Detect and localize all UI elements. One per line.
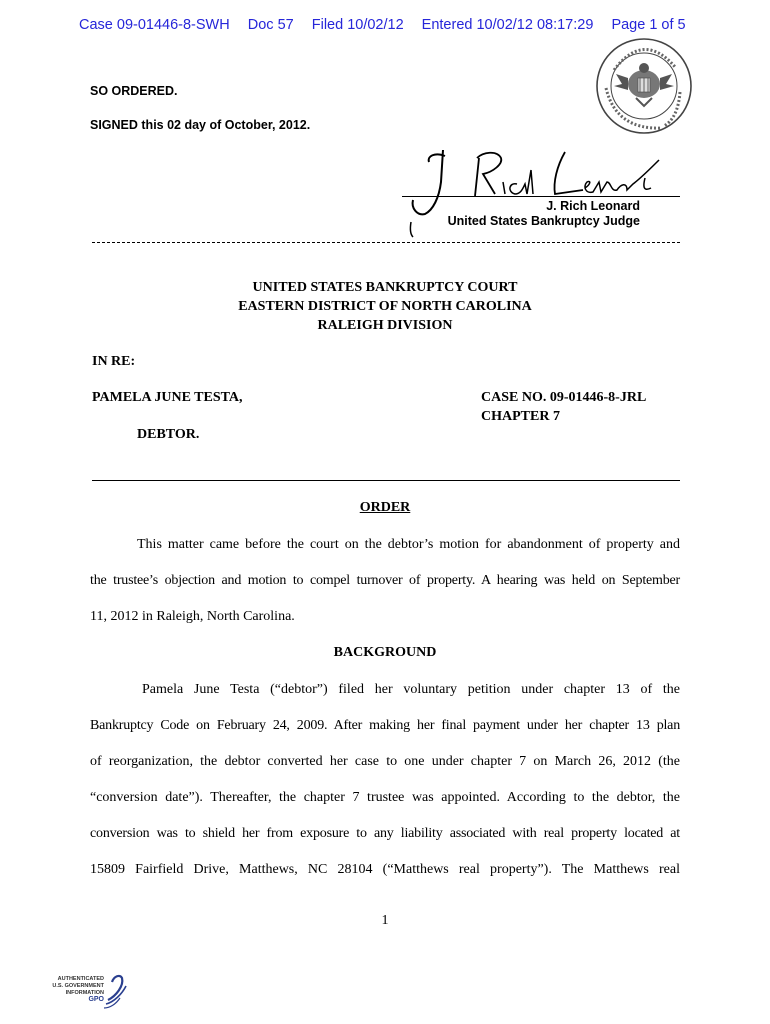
court-name: UNITED STATES BANKRUPTCY COURT xyxy=(252,280,518,295)
caption-divider xyxy=(92,480,680,481)
body-line: 11, 2012 in Raleigh, North Carolina. xyxy=(90,609,295,624)
court-division: RALEIGH DIVISION xyxy=(317,318,453,333)
gpo-line-4: GPO xyxy=(88,996,104,1003)
background-heading: BACKGROUND xyxy=(333,645,437,660)
in-re-label: IN RE: xyxy=(92,354,136,369)
body-line: the trustee’s objection and motion to compel turnover of property. A hearing was held on September xyxy=(90,573,680,588)
judge-name: J. Rich Leonard xyxy=(546,199,640,213)
party-name: PAMELA JUNE TESTA, xyxy=(92,390,243,405)
so-ordered-label: SO ORDERED. xyxy=(90,84,178,98)
debtor-label: DEBTOR. xyxy=(137,427,200,442)
court-seal-icon xyxy=(592,18,694,142)
filed-date-stamp: Filed 10/02/12 xyxy=(311,17,404,33)
body-line: of reorganization, the debtor converted her case to one under chapter 7 on March 26, 2012 (the xyxy=(90,754,680,769)
body-line: 15809 Fairfield Drive, Matthews, NC 28104 (“Matthews real property”). The Matthews real xyxy=(90,862,680,877)
entered-date-stamp: Entered 10/02/12 08:17:29 xyxy=(421,17,594,33)
signed-date-label: SIGNED this 02 day of October, 2012. xyxy=(90,118,311,132)
body-line: Pamela June Testa (“debtor”) filed her voluntary petition under chapter 13 of the xyxy=(142,682,680,697)
gpo-line-3: INFORMATION xyxy=(65,990,104,996)
body-line: conversion was to shield her from exposure to any liability associated with real property located at xyxy=(90,826,680,841)
judge-title: United States Bankruptcy Judge xyxy=(447,214,640,228)
body-line: “conversion date”). Thereafter, the chapter 7 trustee was appointed. According to the debtor, the xyxy=(90,790,680,805)
gpo-line-1: AUTHENTICATED xyxy=(57,976,104,982)
body-line: This matter came before the court on the debtor’s motion for abandonment of property and xyxy=(137,537,680,552)
case-number-stamp: Case 09-01446-8-SWH xyxy=(79,17,230,33)
page-number: 1 xyxy=(381,913,389,928)
order-title: ORDER xyxy=(359,500,411,515)
dashed-divider xyxy=(92,242,680,243)
page-count-stamp: Page 1 of 5 xyxy=(611,17,686,33)
case-number: CASE NO. 09-01446-8-JRL xyxy=(481,390,647,405)
signature-line xyxy=(402,196,680,197)
court-district: EASTERN DISTRICT OF NORTH CAROLINA xyxy=(238,299,532,314)
chapter-label: CHAPTER 7 xyxy=(481,409,560,424)
doc-number-stamp: Doc 57 xyxy=(247,17,294,33)
body-line: Bankruptcy Code on February 24, 2009. After making her final payment under her chapter 13 plan xyxy=(90,718,680,733)
gpo-line-2: U.S. GOVERNMENT xyxy=(52,983,104,989)
